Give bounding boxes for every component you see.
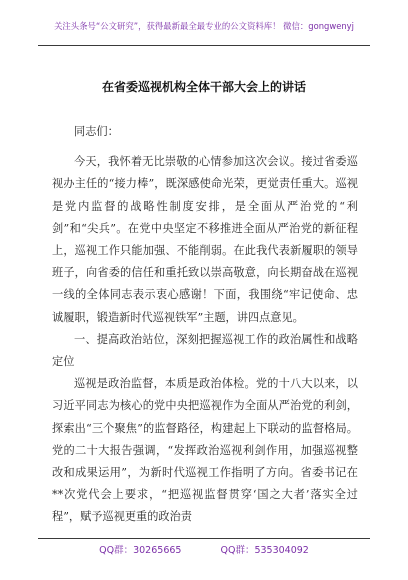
paragraph-intro: 今天，我怀着无比崇敬的心情参加这次会议。接过省委巡视办主任的“接力棒”，既深感使命光荣，更觉责任重大。巡视是党内监督的战略性制度安排，是全面从严治党的“利剑”和“尖兵”。在党中央坚定不移推进全面从严治党的新征程上，巡视工作只能加强、不能削弱。在此我代表新履职的领导班子，向省委的信任和重托致以崇高敬意，向长期奋战在巡视一线的全体同志表示衷心感谢！下面，我围绕“牢记使命、忠诚履职，锻造新时代巡视铁军”主题，讲四点意见。 bbox=[52, 155, 358, 324]
document-title: 在省委巡视机构全体干部大会上的讲话 bbox=[101, 80, 306, 94]
paragraph-section-1: 巡视是政治监督，本质是政治体检。党的十八大以来，以习近平同志为核心的党中央把巡视作为全面从严治党的利剑，探索出“三个聚焦”的监督路径，构建起上下联动的监督格局。党的二十大报告强调，“发挥政治巡视利剑作用，加强巡视整改和成果运用”，为新时代巡视工作指明了方向。省委书记在**次党代会上要求，“把巡视监督贯穿‘国之大者’落实全过程”，赋予巡视更重的政治责 bbox=[52, 377, 358, 524]
section-heading-1: 一、提高政治站位，深刻把握巡视工作的政治属性和战略定位 bbox=[52, 332, 358, 369]
header-banner: 关注头条号“公文研究”，获得最新最全最专业的公文资料库！ 微信：gongwenyj bbox=[54, 21, 354, 31]
footer-contacts bbox=[0, 542, 408, 556]
footer-divider bbox=[38, 538, 370, 539]
footer-qq-group-2: QQ群：535304092 bbox=[220, 545, 309, 556]
salutation: 同志们： bbox=[74, 125, 119, 138]
header-divider bbox=[38, 45, 370, 46]
footer-qq-group-1: QQ群：30265665 bbox=[99, 545, 182, 556]
document-body bbox=[52, 121, 358, 529]
